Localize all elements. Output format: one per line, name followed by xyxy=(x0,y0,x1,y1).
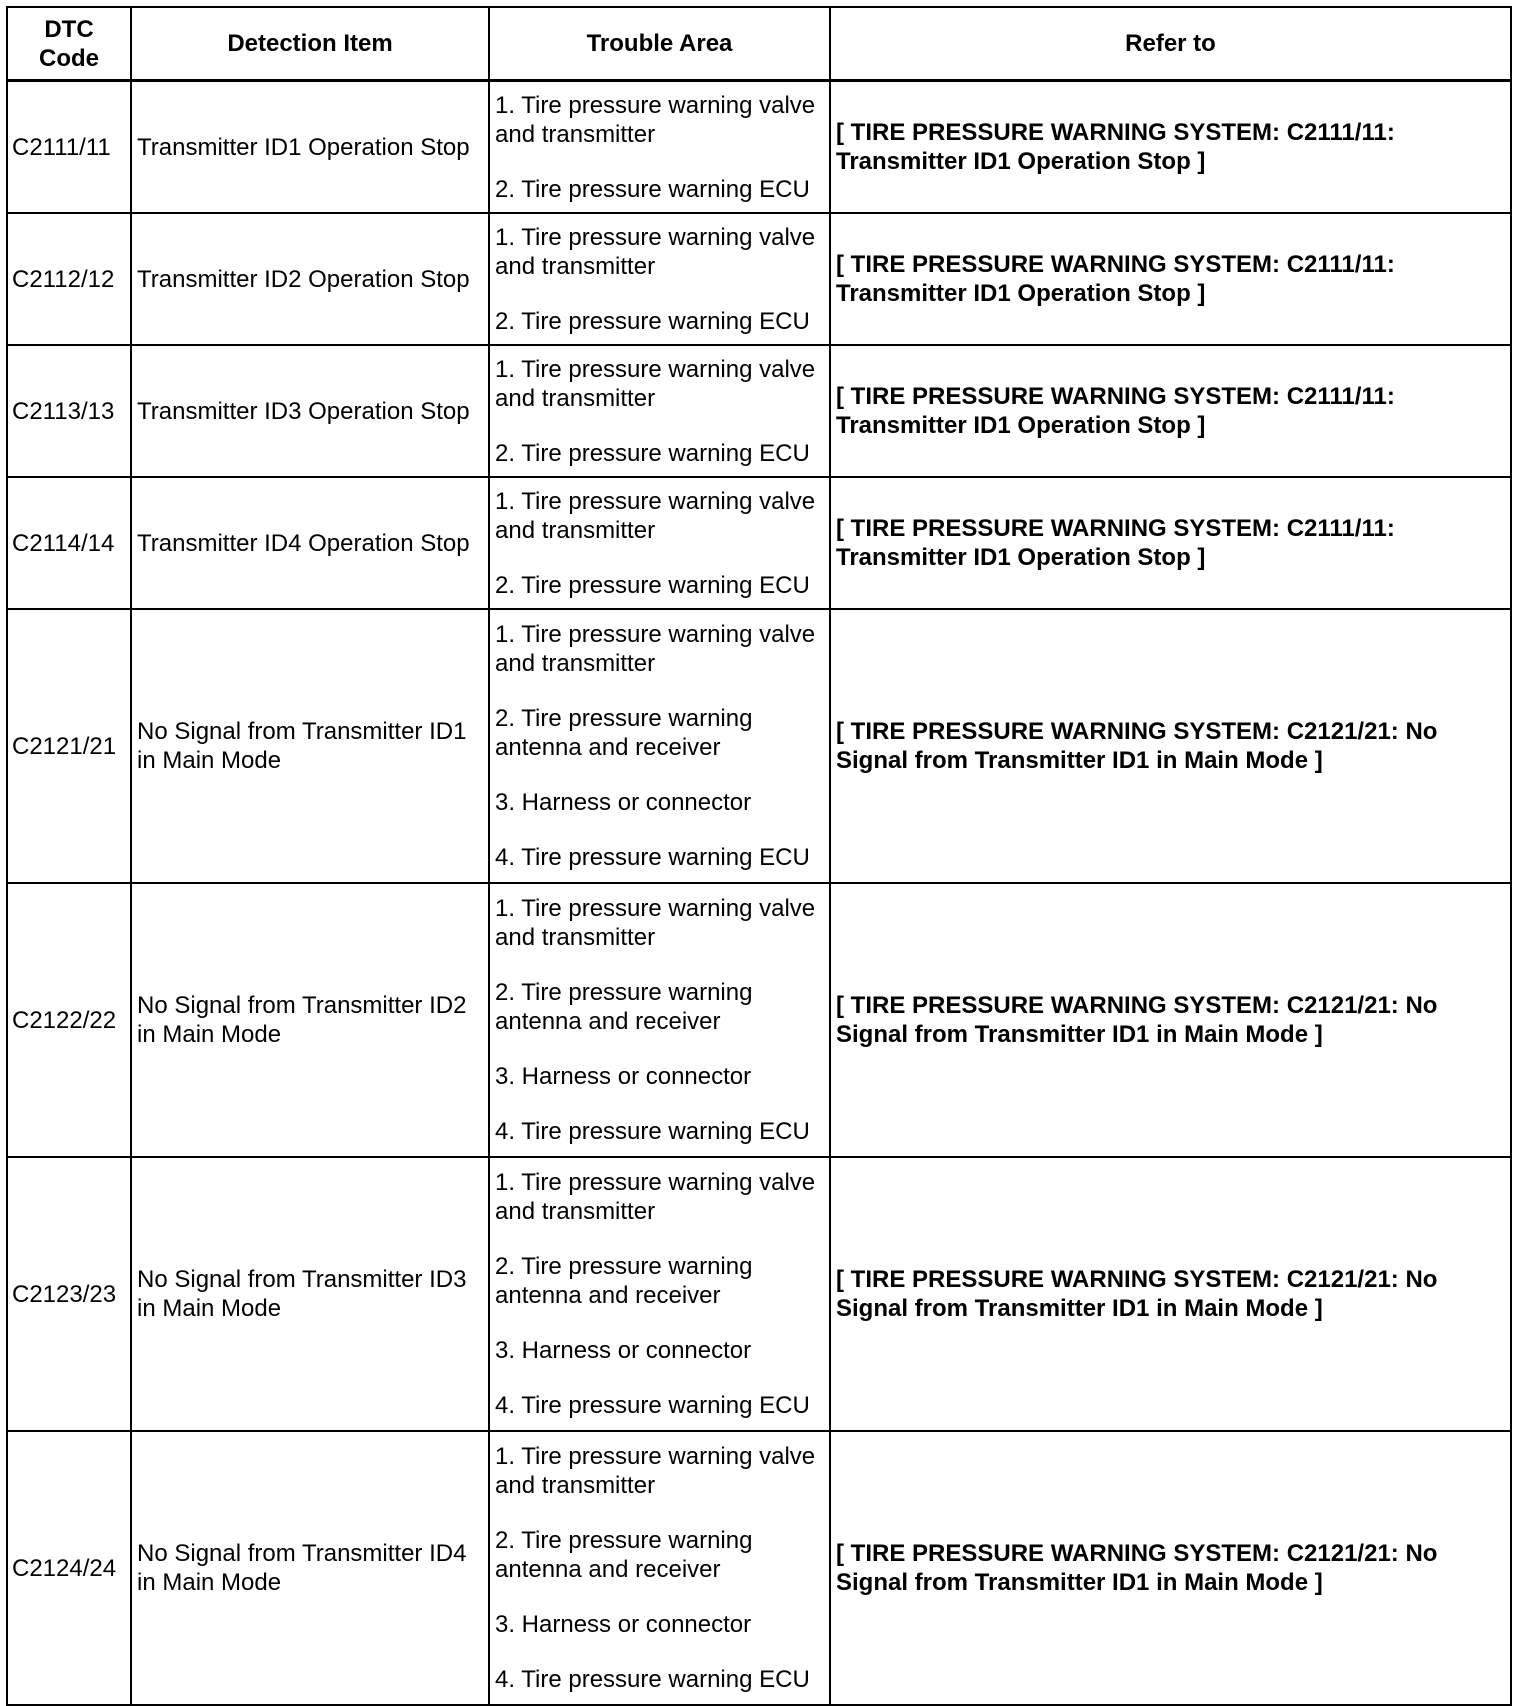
trouble-area-cell xyxy=(489,213,830,345)
detection-item-cell: Transmitter ID4 Operation Stop xyxy=(131,477,489,609)
table-row xyxy=(7,609,1511,883)
table-row xyxy=(7,213,1511,345)
dtc-code-cell: C2123/23 xyxy=(7,1157,131,1431)
trouble-area-item: 3. Harness or connector xyxy=(495,1063,752,1090)
refer-to-link[interactable]: [ TIRE PRESSURE WARNING SYSTEM: C2111/11: Transmitter ID1 Operation Stop ] xyxy=(830,345,1511,477)
trouble-area-item: 4. Tire pressure warning ECU xyxy=(495,1666,810,1693)
table-row xyxy=(7,81,1511,214)
table-row xyxy=(7,883,1511,1157)
trouble-area-item: 3. Harness or connector xyxy=(495,789,752,816)
trouble-area-item: 1. Tire pressure warning valve and transmitter xyxy=(495,355,816,412)
table-row xyxy=(7,1157,1511,1431)
trouble-area-cell xyxy=(489,477,830,609)
header-refer-to: Refer to xyxy=(830,7,1511,81)
trouble-area-item: 4. Tire pressure warning ECU xyxy=(495,844,810,871)
refer-to-link[interactable]: [ TIRE PRESSURE WARNING SYSTEM: C2111/11: Transmitter ID1 Operation Stop ] xyxy=(830,81,1511,214)
detection-item-cell: Transmitter ID3 Operation Stop xyxy=(131,345,489,477)
table-row xyxy=(7,345,1511,477)
trouble-area-item: 2. Tire pressure warning ECU xyxy=(495,307,810,335)
trouble-area-item: 2. Tire pressure warning ECU xyxy=(495,175,810,203)
dtc-table-sheet xyxy=(6,6,1510,1706)
refer-to-link[interactable]: [ TIRE PRESSURE WARNING SYSTEM: C2121/21: No Signal from Transmitter ID1 in Main Mode ] xyxy=(830,883,1511,1157)
dtc-code-cell: C2121/21 xyxy=(7,609,131,883)
dtc-table xyxy=(6,6,1512,1706)
trouble-area-item: 2. Tire pressure warning antenna and receiver xyxy=(495,705,753,761)
trouble-area-item: 2. Tire pressure warning ECU xyxy=(495,439,810,467)
trouble-area-item: 1. Tire pressure warning valve and transmitter xyxy=(495,487,816,544)
trouble-area-item: 2. Tire pressure warning antenna and receiver xyxy=(495,1253,753,1309)
detection-item-cell: Transmitter ID2 Operation Stop xyxy=(131,213,489,345)
trouble-area-cell xyxy=(489,1157,830,1431)
dtc-code-cell: C2114/14 xyxy=(7,477,131,609)
trouble-area-item: 1. Tire pressure warning valve and transmitter xyxy=(495,1169,816,1225)
header-trouble-area: Trouble Area xyxy=(489,7,830,81)
header-dtc-code-line1: DTC xyxy=(44,15,94,43)
trouble-area-item: 4. Tire pressure warning ECU xyxy=(495,1118,810,1145)
refer-to-link[interactable]: [ TIRE PRESSURE WARNING SYSTEM: C2121/21: No Signal from Transmitter ID1 in Main Mode ] xyxy=(830,609,1511,883)
refer-to-link[interactable]: [ TIRE PRESSURE WARNING SYSTEM: C2121/21: No Signal from Transmitter ID1 in Main Mode ] xyxy=(830,1157,1511,1431)
refer-to-link[interactable]: [ TIRE PRESSURE WARNING SYSTEM: C2121/21: No Signal from Transmitter ID1 in Main Mode ] xyxy=(830,1431,1511,1705)
trouble-area-item: 3. Harness or connector xyxy=(495,1337,752,1364)
table-row xyxy=(7,477,1511,609)
trouble-area-cell xyxy=(489,883,830,1157)
dtc-code-cell: C2112/12 xyxy=(7,213,131,345)
dtc-code-cell: C2124/24 xyxy=(7,1431,131,1705)
trouble-area-item: 1. Tire pressure warning valve and transmitter xyxy=(495,1443,816,1499)
header-row xyxy=(7,7,1511,81)
dtc-code-cell: C2113/13 xyxy=(7,345,131,477)
detection-item-cell: No Signal from Transmitter ID4 in Main Mode xyxy=(131,1431,489,1705)
trouble-area-cell xyxy=(489,345,830,477)
trouble-area-item: 2. Tire pressure warning ECU xyxy=(495,571,810,599)
trouble-area-cell xyxy=(489,81,830,214)
trouble-area-item: 3. Harness or connector xyxy=(495,1611,752,1638)
dtc-code-cell: C2111/11 xyxy=(7,81,131,214)
detection-item-cell: No Signal from Transmitter ID3 in Main Mode xyxy=(131,1157,489,1431)
detection-item-cell: No Signal from Transmitter ID2 in Main Mode xyxy=(131,883,489,1157)
refer-to-link[interactable]: [ TIRE PRESSURE WARNING SYSTEM: C2111/11: Transmitter ID1 Operation Stop ] xyxy=(830,213,1511,345)
trouble-area-item: 1. Tire pressure warning valve and transmitter xyxy=(495,621,816,677)
dtc-code-cell: C2122/22 xyxy=(7,883,131,1157)
trouble-area-cell xyxy=(489,609,830,883)
trouble-area-item: 2. Tire pressure warning antenna and receiver xyxy=(495,1527,753,1583)
header-dtc-code-line2: Code xyxy=(39,44,99,72)
trouble-area-item: 2. Tire pressure warning antenna and receiver xyxy=(495,979,753,1035)
header-dtc-code xyxy=(7,7,131,81)
detection-item-cell: Transmitter ID1 Operation Stop xyxy=(131,81,489,214)
trouble-area-item: 1. Tire pressure warning valve and transmitter xyxy=(495,223,816,280)
trouble-area-item: 4. Tire pressure warning ECU xyxy=(495,1392,810,1419)
trouble-area-item: 1. Tire pressure warning valve and transmitter xyxy=(495,895,816,951)
detection-item-cell: No Signal from Transmitter ID1 in Main Mode xyxy=(131,609,489,883)
header-detection-item: Detection Item xyxy=(131,7,489,81)
trouble-area-item: 1. Tire pressure warning valve and transmitter xyxy=(495,91,816,148)
refer-to-link[interactable]: [ TIRE PRESSURE WARNING SYSTEM: C2111/11: Transmitter ID1 Operation Stop ] xyxy=(830,477,1511,609)
